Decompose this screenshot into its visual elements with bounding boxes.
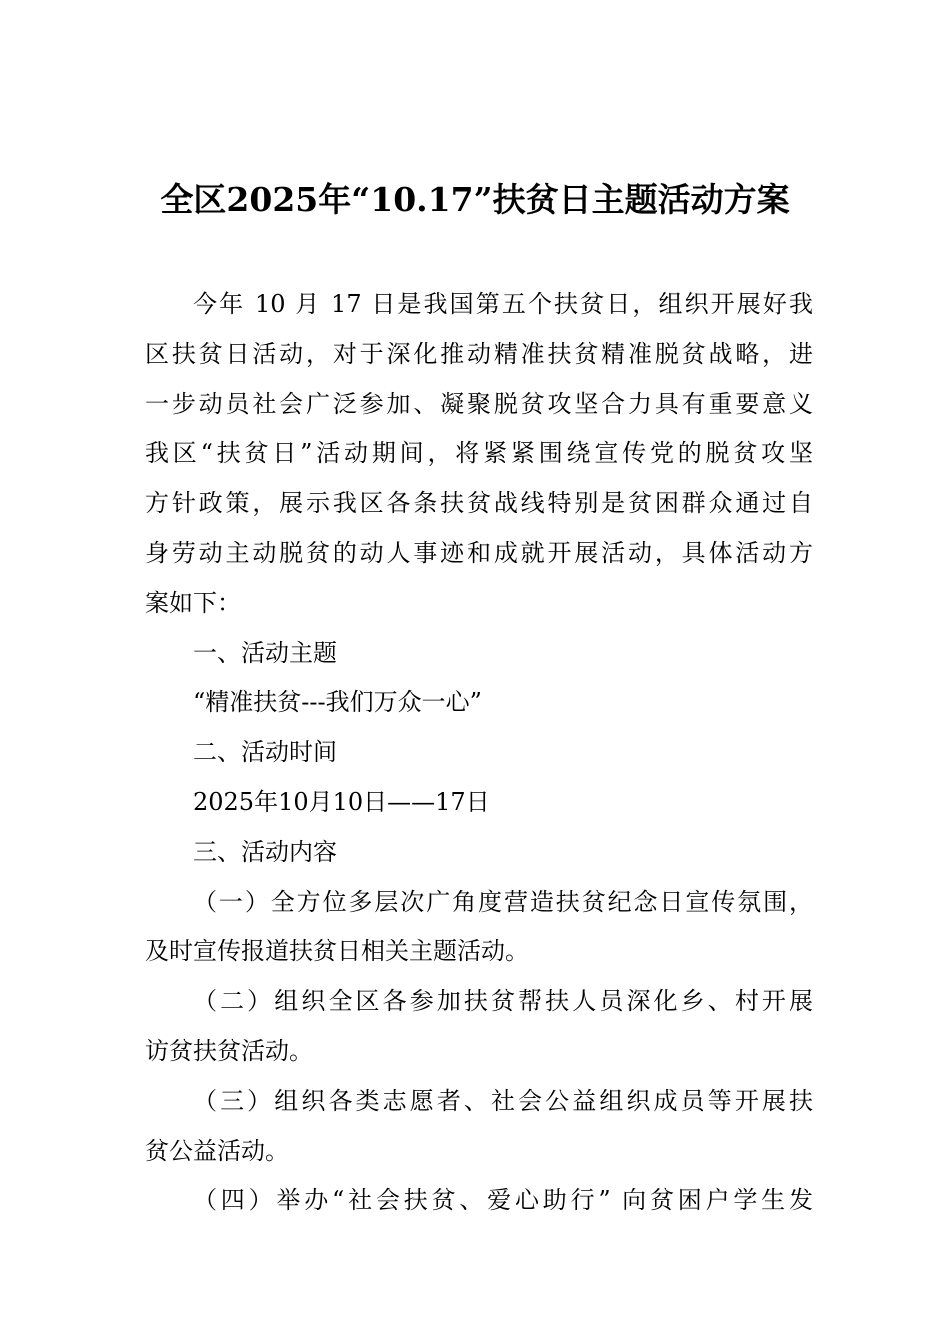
content-item-3 bbox=[145, 1077, 813, 1177]
document-title: 全区2025年“10.17”扶贫日主题活动方案 bbox=[160, 180, 790, 219]
section3-heading: 三、活动内容 bbox=[193, 837, 337, 866]
item-line: 及时宣传报道扶贫日相关主题活动。 bbox=[145, 937, 529, 966]
intro-line: 今年 10 月 17 日是我国第五个扶贫日，组织开展好我 bbox=[193, 290, 813, 318]
document-body bbox=[145, 280, 813, 1226]
item-line: （一）全方位多层次广角度营造扶贫纪念日宣传氛围， bbox=[193, 887, 813, 916]
intro-paragraph bbox=[145, 280, 813, 629]
item-line: （二）组织全区各参加扶贫帮扶人员深化乡、村开展 bbox=[193, 987, 813, 1016]
section2-heading: 二、活动时间 bbox=[193, 738, 337, 767]
intro-line: 一步动员社会广泛参加、凝聚脱贫攻坚合力具有重要意义 bbox=[145, 389, 813, 418]
item-line: （三）组织各类志愿者、社会公益组织成员等开展扶 bbox=[193, 1086, 813, 1115]
section1-heading: 一、活动主题 bbox=[193, 638, 337, 667]
item-line: 访贫扶贫活动。 bbox=[145, 1036, 313, 1065]
intro-line: 方针政策，展示我区各条扶贫战线特别是贫困群众通过自 bbox=[145, 489, 813, 518]
content-item-2 bbox=[145, 977, 813, 1077]
content-item-1 bbox=[145, 878, 813, 978]
intro-line: 案如下： bbox=[145, 588, 241, 617]
content-item-4 bbox=[145, 1176, 813, 1226]
section2-text: 2025年10月10日——17日 bbox=[193, 787, 490, 816]
item-line: （四）举办“社会扶贫、爱心助行” 向贫困户学生发 bbox=[193, 1186, 813, 1215]
section1-text: “精准扶贫---我们万众一心” bbox=[193, 688, 482, 717]
intro-line: 我区“扶贫日”活动期间，将紧紧围绕宣传党的脱贫攻坚 bbox=[145, 439, 813, 468]
intro-line: 身劳动主动脱贫的动人事迹和成就开展活动，具体活动方 bbox=[145, 538, 813, 567]
intro-line: 区扶贫日活动，对于深化推动精准扶贫精准脱贫战略，进 bbox=[145, 339, 813, 368]
item-line: 贫公益活动。 bbox=[145, 1136, 289, 1165]
